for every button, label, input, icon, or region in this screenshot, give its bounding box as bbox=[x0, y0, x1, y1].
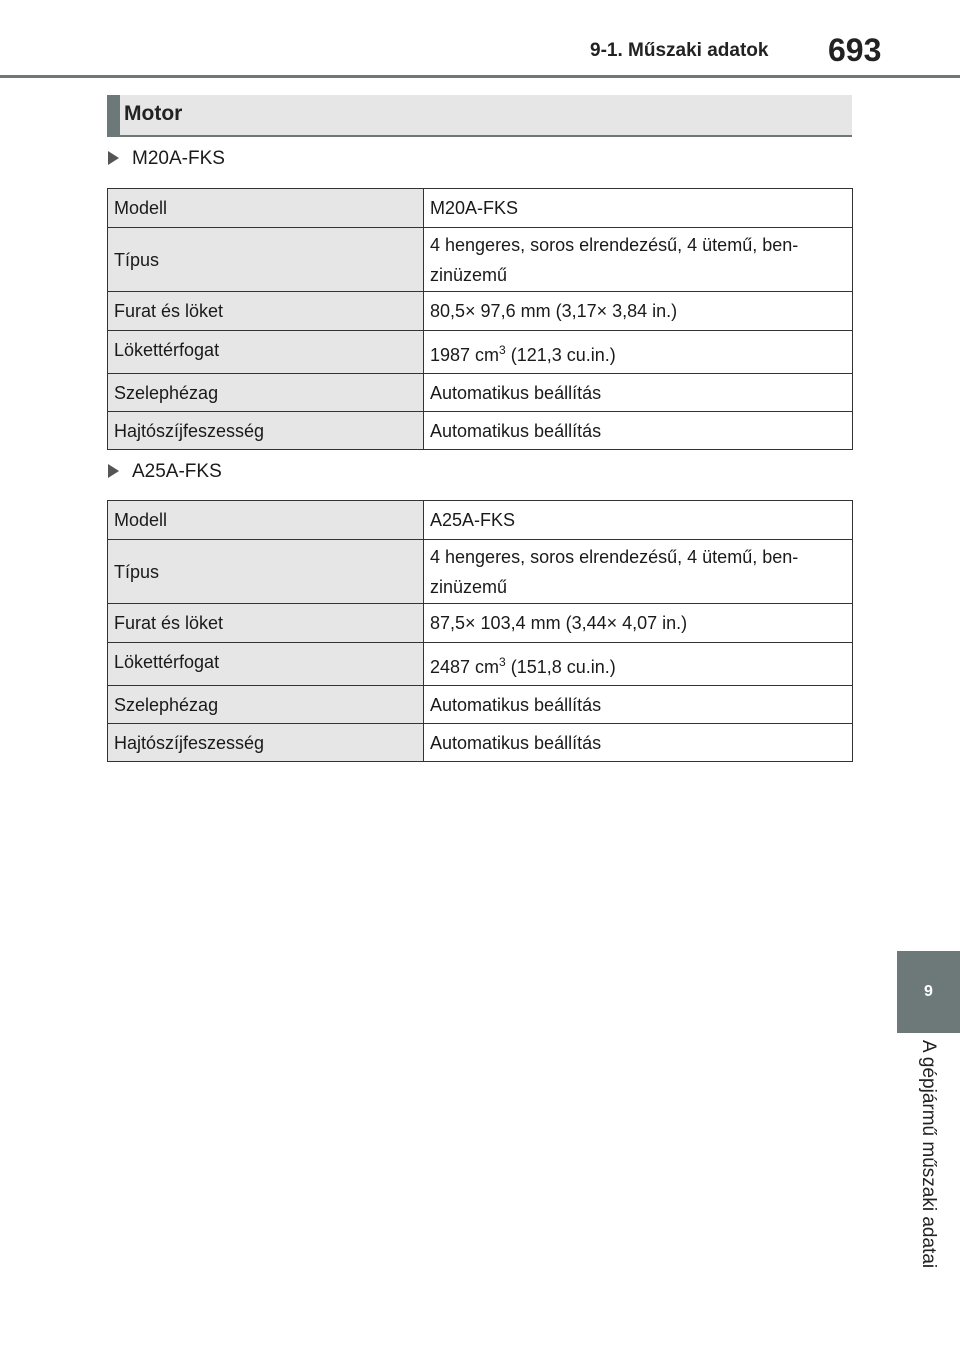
row-label: Szelephézag bbox=[108, 686, 424, 724]
value-line: 4 hengeres, soros elrendezésű, 4 ütemű, ben- bbox=[430, 546, 799, 567]
value-line: zinüzemű bbox=[430, 576, 508, 597]
table-row bbox=[108, 412, 853, 450]
spec-table-m20a bbox=[107, 188, 853, 450]
header-rule bbox=[0, 75, 960, 78]
row-value: Automatikus beállítás bbox=[424, 412, 853, 450]
row-value: 80,5× 97,6 mm (3,17× 3,84 in.) bbox=[424, 292, 853, 331]
table-row bbox=[108, 189, 853, 228]
value-rest: (121,3 cu.in.) bbox=[505, 344, 616, 365]
triangle-bullet-icon bbox=[108, 151, 119, 165]
table-row bbox=[108, 686, 853, 724]
row-label: Lökettérfogat bbox=[108, 643, 424, 686]
value-line: zinüzemű bbox=[430, 264, 508, 285]
table-row bbox=[108, 540, 853, 604]
row-label: Típus bbox=[108, 540, 424, 604]
row-label: Modell bbox=[108, 189, 424, 228]
chapter-label: A gépjármű műszaki adatai bbox=[918, 1040, 939, 1269]
row-value: M20A-FKS bbox=[424, 189, 853, 228]
table-row bbox=[108, 604, 853, 643]
row-value: 87,5× 103,4 mm (3,44× 4,07 in.) bbox=[424, 604, 853, 643]
table-row bbox=[108, 228, 853, 292]
engine-name: A25A-FKS bbox=[132, 461, 222, 482]
engine-name: M20A-FKS bbox=[132, 148, 225, 169]
chapter-tab: 9 bbox=[897, 951, 960, 1033]
row-label: Modell bbox=[108, 501, 424, 540]
value-superscript: 3 bbox=[499, 342, 506, 357]
value-main: 1987 cm bbox=[430, 344, 500, 365]
row-value bbox=[424, 540, 853, 604]
table-row bbox=[108, 331, 853, 374]
row-value: Automatikus beállítás bbox=[424, 724, 853, 762]
section-title: Motor bbox=[124, 102, 183, 125]
row-label: Furat és löket bbox=[108, 292, 424, 331]
row-label: Szelephézag bbox=[108, 374, 424, 412]
table-row bbox=[108, 724, 853, 762]
table-row bbox=[108, 374, 853, 412]
row-label: Típus bbox=[108, 228, 424, 292]
row-label: Lökettérfogat bbox=[108, 331, 424, 374]
row-label: Hajtószíjfeszesség bbox=[108, 724, 424, 762]
engine-subheading bbox=[108, 148, 225, 170]
table-row bbox=[108, 501, 853, 540]
row-value bbox=[424, 228, 853, 292]
row-label: Furat és löket bbox=[108, 604, 424, 643]
header-title: 9-1. Műszaki adatok bbox=[590, 40, 769, 61]
page-number: 693 bbox=[828, 32, 882, 68]
row-value bbox=[424, 331, 853, 374]
value-superscript: 3 bbox=[499, 654, 506, 669]
section-heading bbox=[107, 95, 852, 137]
value-line: 4 hengeres, soros elrendezésű, 4 ütemű, ben- bbox=[430, 234, 799, 255]
row-value: A25A-FKS bbox=[424, 501, 853, 540]
row-value: Automatikus beállítás bbox=[424, 686, 853, 724]
engine-subheading bbox=[108, 461, 222, 483]
value-rest: (151,8 cu.in.) bbox=[505, 656, 616, 677]
table-row bbox=[108, 292, 853, 331]
table-row bbox=[108, 643, 853, 686]
row-label: Hajtószíjfeszesség bbox=[108, 412, 424, 450]
row-value: Automatikus beállítás bbox=[424, 374, 853, 412]
row-value bbox=[424, 643, 853, 686]
value-main: 2487 cm bbox=[430, 656, 500, 677]
triangle-bullet-icon bbox=[108, 464, 119, 478]
spec-table-a25a bbox=[107, 500, 853, 762]
